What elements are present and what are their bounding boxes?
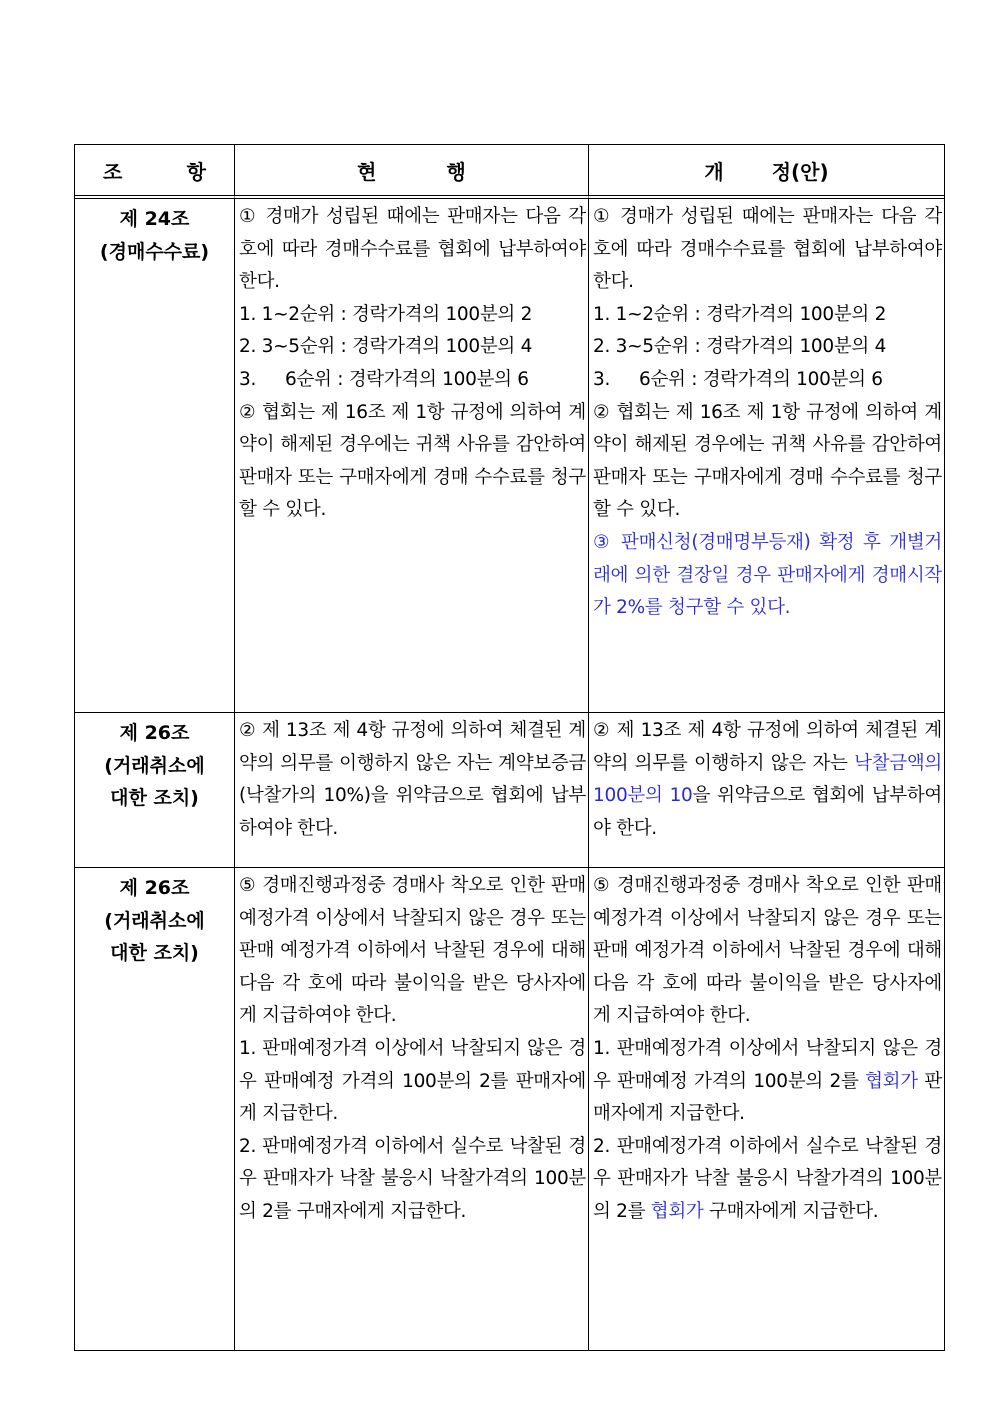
revised-text: 판매자에게 지급한다. <box>593 1070 942 1125</box>
revised-paragraph: ⑤ 경매진행과정중 경매사 착오로 인한 판매예정가격 이상에서 낙찰되지 않은 경우 또는 판매 예정가격 이하에서 낙찰된 경우에 대해 다음 각 호에 따라 불이익을 받은 당사자에게 지급하여야 한다. <box>593 875 942 1027</box>
revised-paragraph: ① 경매가 성립된 때에는 판매자는 다음 각 호에 따라 경매수수료를 협회에 납부하여야 한다. <box>593 206 942 293</box>
revised-text: 1. 판매예정가격 이상에서 낙찰되지 않은 경우 판매예정 가격의 100분의 2를 <box>593 1037 942 1092</box>
table-row <box>75 199 944 713</box>
current-item: 1. 1~2순위 : 경락가격의 100분의 2 <box>239 303 533 325</box>
header-current-char2: 행 <box>446 159 466 184</box>
revised-new-text: 낙찰금액의 100분의 10 <box>593 752 942 807</box>
article-title: 대한 조치) <box>110 787 199 810</box>
revised-new-text: 협회가 <box>865 1070 918 1092</box>
current-item <box>239 364 586 397</box>
current-item: 2. 3~5순위 : 경락가격의 100분의 4 <box>239 336 533 358</box>
item-number: 3. <box>593 368 611 390</box>
current-item: 2. 판매예정가격 이하에서 실수로 낙찰된 경우 판매자가 낙찰 불응시 낙찰가격의 100분의 2를 구매자에게 지급한다. <box>239 1135 586 1222</box>
article-number: 제 26조 <box>119 877 190 899</box>
header-article-char1: 조 <box>103 159 123 184</box>
article-cell <box>75 199 235 713</box>
revised-text: ② 제 13조 제 4항 규정에 의하여 체결된 계약의 의무를 이행하지 않은 자는 <box>593 720 942 774</box>
header-revised-char2: 정(안) <box>771 159 829 184</box>
header-revised-char1: 개 <box>704 159 724 184</box>
comparison-table <box>74 144 945 1351</box>
revised-text: 구매자에게 지급한다. <box>703 1200 879 1222</box>
current-paragraph: ① 경매가 성립된 때에는 판매자는 다음 각 호에 따라 경매수수료를 협회에 납부하여야 한다. <box>239 206 586 293</box>
item-text: 6순위 : 경락가격의 100분의 6 <box>285 368 529 390</box>
revised-text: 2. 판매예정가격 이하에서 실수로 낙찰된 경우 판매자가 낙찰 불응시 낙찰가격의 100분의 2를 <box>593 1135 942 1222</box>
revised-new-paragraph: ③ 판매신청(경매명부등재) 확정 후 개별거래에 의한 결장일 경우 판매자에게 경매시작가 2%를 청구할 수 있다. <box>593 531 942 619</box>
revised-text-cell <box>589 199 944 713</box>
table-row <box>75 713 944 868</box>
current-text-cell <box>235 713 589 868</box>
article-title: (거래취소에 <box>104 909 205 932</box>
revised-text-cell <box>589 713 944 868</box>
table-header-row <box>75 145 944 199</box>
item-text: 6순위 : 경락가격의 100분의 6 <box>639 368 883 390</box>
current-paragraph: ⑤ 경매진행과정중 경매사 착오로 인한 판매예정가격 이상에서 낙찰되지 않은 경우 또는 판매 예정가격 이하에서 낙찰된 경우에 대해 다음 각 호에 따라 불이익을 받은 당사자에게 지급하여야 한다. <box>239 875 586 1027</box>
revised-item <box>593 1131 942 1229</box>
current-paragraph: ② 제 13조 제 4항 규정에 의하여 체결된 계약의 의무를 이행하지 않은 자는 계약보증금(낙찰가의 10%)을 위약금으로 협회에 납부하여야 한다. <box>239 720 586 839</box>
header-current <box>235 145 589 199</box>
header-article <box>75 145 235 199</box>
header-current-char1: 현 <box>357 159 377 184</box>
article-title: (경매수수료) <box>99 240 210 263</box>
revised-item <box>593 1033 942 1131</box>
current-text-cell <box>235 199 589 713</box>
article-cell <box>75 868 235 1350</box>
header-article-char2: 항 <box>186 159 206 184</box>
revised-item: 2. 3~5순위 : 경락가격의 100분의 4 <box>593 336 887 358</box>
article-cell <box>75 713 235 868</box>
current-paragraph: ② 협회는 제 16조 제 1항 규정에 의하여 계약이 해제된 경우에는 귀책 사유를 감안하여 판매자 또는 구매자에게 경매 수수료를 청구할 수 있다. <box>239 401 586 521</box>
revised-item <box>593 364 942 397</box>
revised-paragraph: ② 협회는 제 16조 제 1항 규정에 의하여 계약이 해제된 경우에는 귀책 사유를 감안하여 판매자 또는 구매자에게 경매 수수료를 청구할 수 있다. <box>593 401 942 521</box>
header-revised <box>589 145 944 199</box>
revised-item: 1. 1~2순위 : 경락가격의 100분의 2 <box>593 303 887 325</box>
item-number: 3. <box>239 368 257 390</box>
article-title: (거래취소에 <box>104 754 205 777</box>
revised-paragraph <box>593 715 942 845</box>
revised-text-cell <box>589 868 944 1350</box>
article-number: 제 24조 <box>119 208 190 230</box>
current-text-cell <box>235 868 589 1350</box>
table-row <box>75 868 944 1350</box>
revised-text: 을 위약금으로 협회에 납부하여야 한다. <box>593 785 942 839</box>
revised-new-text: 협회가 <box>650 1200 704 1222</box>
article-title: 대한 조치) <box>110 942 199 965</box>
current-item: 1. 판매예정가격 이상에서 낙찰되지 않은 경우 판매예정 가격의 100분의 2를 판매자에게 지급한다. <box>239 1037 586 1125</box>
comparison-table-page <box>74 144 943 1351</box>
article-number: 제 26조 <box>119 722 190 744</box>
